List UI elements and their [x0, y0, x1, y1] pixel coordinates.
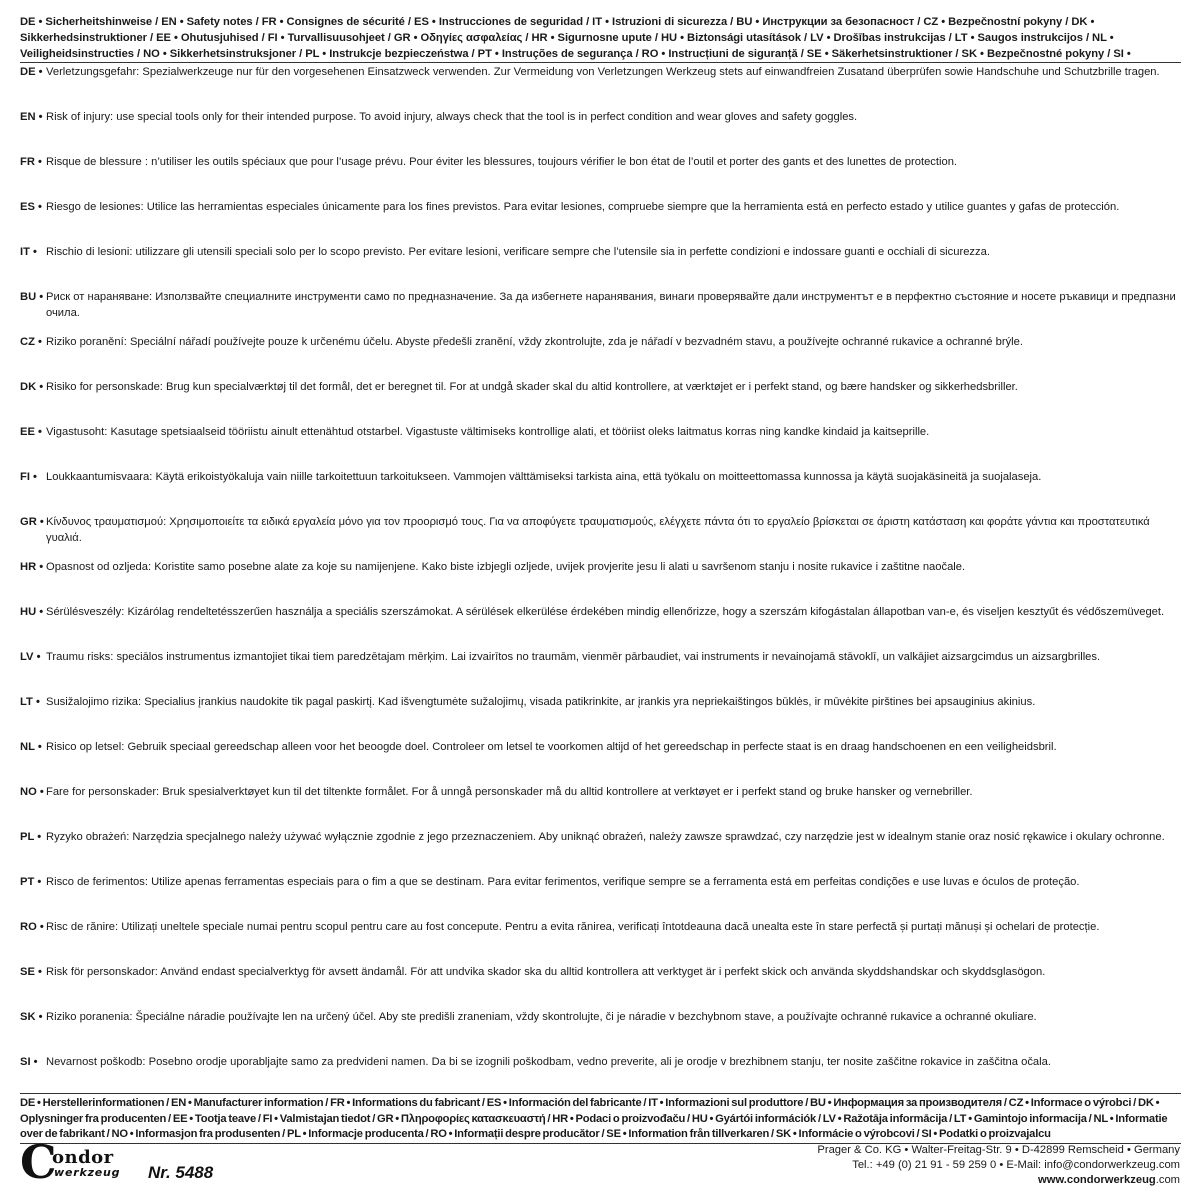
- manufacturer-info-title: DE • Herstellerinformationen / EN • Manufacturer information / FR • Informations du fabricant / ES • Información del fabricante / IT • Informazioni sul produttore / BU • Информация за производителя / CZ • Informace o výrobci / DK • Oplysninger fra producenten / EE • Tootja teave / FI • Valmistajan tiedot / GR • Πληροφορίες κατασκευαστή / HR • Podaci o proizvođaču / HU • Gyártói információk / LV • Ražotāja informācija / LT • Gamintojo informacija / NL • Informatie over de fabrikant / NO • Informasjon fra produsenten / PL • Informacje producenta / RO • Informații despre producător / SE • Information från tillverkaren / SK • Informácie o výrobcovi / SI • Podatki o proizvajalcu: [20, 1097, 1168, 1140]
- language-code: NL •: [20, 741, 42, 753]
- footer-divider: [20, 1093, 1181, 1094]
- safety-note-text: Loukkaantumisvaara: Käytä erikoistyökaluja vain niille tarkoitettuun tarkoitukseen. Vammojen välttämiseksi tarkista aina, että työkalu on moitteettomassa kunnossa ja käytä suojakäsineitä ja suojalaseja.: [46, 471, 1042, 483]
- safety-note-text: Risque de blessure : n’utiliser les outils spéciaux que pour l’usage prévu. Pour éviter les blessures, toujours vérifier le bon état de l’outil et porter des gants et des lunettes de protection.: [46, 156, 958, 168]
- safety-note-row: [20, 109, 1181, 125]
- language-code: EE •: [20, 426, 42, 438]
- safety-note-row: [20, 604, 1181, 620]
- manufacturer-website[interactable]: [817, 1173, 1180, 1188]
- language-code: GR •: [20, 516, 44, 528]
- safety-note-row: [20, 919, 1181, 935]
- safety-note-text: Opasnost od ozljeda: Koristite samo posebne alate za koje su namijenjene. Kako biste izbjegli ozljede, uvijek provjerite jesu li alati u savršenom stanju i nosite rukavice i zaštitne naočale.: [46, 561, 966, 573]
- safety-note-row: [20, 244, 1181, 260]
- manufacturer-address: Prager & Co. KG • Walter-Freitag-Str. 9 • D-42899 Remscheid • Germany: [817, 1144, 1180, 1156]
- language-code: FI •: [20, 471, 37, 483]
- safety-note-row: [20, 514, 1181, 546]
- manufacturer-section: [20, 1093, 1181, 1144]
- manufacturer-phone-email: Tel.: +49 (0) 21 91 - 59 259 0 • E-Mail: info@condorwerkzeug.com: [852, 1159, 1180, 1171]
- language-code: PT •: [20, 876, 42, 888]
- safety-note-text: Vigastusoht: Kasutage spetsiaalseid tööriistu ainult ettenähtud otstarbel. Vigastuste vältimiseks kontrollige alati, et tööriist oleks laitmatus korras ning kandke kindaid ja kaitseprille.: [46, 426, 930, 438]
- language-code: PL •: [20, 831, 42, 843]
- safety-note-text: Risc de rănire: Utilizați uneltele speciale numai pentru scopul pentru care au fost concepute. Pentru a evita rănirea, verificați întotdeauna dacă unealta este în stare perfectă și purtați mănuși și ochelari de protecție.: [46, 921, 1100, 933]
- header-divider: [20, 62, 1181, 63]
- safety-note-row: [20, 289, 1181, 321]
- logo-letter: C: [20, 1135, 57, 1189]
- safety-note-text: Rischio di lesioni: utilizzare gli utensili speciali solo per lo scopo previsto. Per evitare lesioni, verificare sempre che l’utensile sia in perfette condizioni e indossare guanti e occhiali di sicurezza.: [46, 246, 990, 258]
- safety-note-text: Fare for personskader: Bruk spesialverktøyet kun til det tiltenkte formålet. For å unngå personskader må du alltid kontrollere at verktøyet er i perfekt stand og bruke hansker og vernebriller.: [46, 786, 973, 798]
- language-code: CZ •: [20, 336, 42, 348]
- language-code: SI •: [20, 1056, 38, 1068]
- safety-note-text: Риск от нараняване: Използвайте специалните инструменти само по предназначение. За да избегнете наранявания, винаги проверявайте дали инструментът е в перфектно състояние и носете ръкавици и предпазни очила.: [46, 291, 1176, 319]
- website-tld: .com: [1155, 1174, 1180, 1186]
- safety-note-row: [20, 964, 1181, 980]
- language-code: FR •: [20, 156, 42, 168]
- language-code: BU •: [20, 291, 44, 303]
- safety-note-row: [20, 694, 1181, 710]
- safety-note-row: [20, 199, 1181, 215]
- language-code: NO •: [20, 786, 44, 798]
- language-code: LT •: [20, 696, 40, 708]
- language-code: IT •: [20, 246, 37, 258]
- language-code: SE •: [20, 966, 42, 978]
- safety-note-row: [20, 64, 1181, 80]
- safety-note-row: [20, 559, 1181, 575]
- language-code: LV •: [20, 651, 41, 663]
- language-code: EN •: [20, 111, 43, 123]
- safety-note-text: Risiko for personskade: Brug kun specialværktøj til det formål, det er beregnet til. For at undgå skader skal du altid kontrollere, at værktøjet er i perfekt stand, og bære handsker og sikkerhedsbriller.: [46, 381, 1018, 393]
- safety-note-text: Risco de ferimentos: Utilize apenas ferramentas especiais para o fim a que se destinam. Para evitar ferimentos, verifique sempre se a ferramenta está em perfeitas condições e use luvas e óculos de proteção.: [46, 876, 1080, 888]
- safety-note-text: Risico op letsel: Gebruik speciaal gereedschap alleen voor het beoogde doel. Controleer om letsel te voorkomen altijd of het gereedschap in perfecte staat is en draag handschoenen en een veiligheidsbril.: [46, 741, 1057, 753]
- document-header: [20, 14, 1181, 63]
- language-code: DK •: [20, 381, 44, 393]
- safety-note-text: Nevarnost poškodb: Posebno orodje uporabljajte samo za predvideni namen. Da bi se izognili poškodbam, vedno preverite, ali je orodje v brezhibnem stanju, ter nosite zaščitne rokavice in zaščitna očala.: [46, 1056, 1051, 1068]
- safety-note-row: [20, 739, 1181, 755]
- logo-wordmark: ondor: [52, 1147, 114, 1168]
- safety-note-text: Riziko poranění: Speciální nářadí používejte pouze k určenému účelu. Abyste předešli zranění, vždy zkontrolujte, zda je nářadí v bezvadném stavu, a používejte ochranné rukavice a ochranné brýle.: [46, 336, 1023, 348]
- safety-note-row: [20, 1054, 1181, 1070]
- product-number: Nr. 5488: [148, 1163, 214, 1182]
- safety-note-text: Κίνδυνος τραυματισμού: Χρησιμοποιείτε τα ειδικά εργαλεία μόνο για τον προορισμό τους. Για να αποφύγετε τραυματισμούς, ελέγχετε πάντα ότι το εργαλείο βρίσκεται σε άριστη κατάσταση και φοράτε γάντια και προστατευτικά γυαλιά.: [46, 516, 1150, 544]
- language-code: HU •: [20, 606, 44, 618]
- safety-note-text: Riziko poranenia: Špeciálne náradie používajte len na určený účel. Aby ste predišli zraneniam, vždy skontrolujte, či je náradie v bezchybnom stave, a používajte ochranné rukavice a ochranné okuliare.: [46, 1011, 1037, 1023]
- safety-note-text: Riesgo de lesiones: Utilice las herramientas especiales únicamente para los fines previstos. Para evitar lesiones, compruebe siempre que la herramienta está en perfecto estado y utilice guantes y gafas de protección.: [46, 201, 1120, 213]
- safety-note-row: [20, 379, 1181, 395]
- safety-note-row: [20, 874, 1181, 890]
- safety-note-text: Susižalojimo rizika: Specialius įrankius naudokite tik pagal paskirtį. Kad išvengtumėte sužalojimų, visada patikrinkite, ar įrankis yra nepriekaištingos būklės, ir mūvėkite pirštines bei apsauginius akinius.: [46, 696, 1036, 708]
- safety-notes-title: DE • Sicherheitshinweise / EN • Safety notes / FR • Consignes de sécurité / ES • Instrucciones de seguridad / IT • Istruzioni di sicurezza / BU • Инструкции за безопасност / CZ • Bezpečnostní pokyny / DK • Sikkerhedsinstruktioner / EE • Ohutusjuhised / FI • Turvallisuusohjeet / GR • Οδηγίες ασφαλείας / HR • Sigurnosne upute / HU • Biztonsági utasítások / LV • Drošības instrukcijas / LT • Saugos instrukcijos / NL • Veiligheidsinstructies / NO • Sikkerhetsinstruksjoner / PL • Instrukcje bezpieczeństwa / PT • Instruções de segurança / RO • Instrucțiuni de siguranță / SE • Säkerhetsinstruktioner / SK • Bezpečnostné pokyny / SI •: [20, 16, 1131, 60]
- safety-note-row: [20, 424, 1181, 440]
- safety-note-row: [20, 649, 1181, 665]
- manufacturer-contact: [817, 1143, 1180, 1188]
- safety-note-text: Ryzyko obrażeń: Narzędzia specjalnego należy używać wyłącznie zgodnie z jego przeznaczeniem. Aby uniknąć obrażeń, należy zawsze sprawdzać, czy narzędzie jest w idealnym stanie oraz nosić rękawice i okulary ochronne.: [46, 831, 1165, 843]
- language-code: SK •: [20, 1011, 43, 1023]
- condor-logo: [20, 1135, 140, 1189]
- safety-note-row: [20, 784, 1181, 800]
- safety-note-row: [20, 334, 1181, 350]
- safety-note-text: Verletzungsgefahr: Spezialwerkzeuge nur für den vorgesehenen Einsatzweck verwenden. Zur Vermeidung von Verletzungen Werkzeug stets auf einwandfreien Zusatand überprüfen sowie Handschuhe und Schutzbrille tragen.: [46, 66, 1160, 78]
- language-code: ES •: [20, 201, 42, 213]
- safety-note-text: Risk för personskador: Använd endast specialverktyg för avsett ändamål. För att undvika skador ska du alltid kontrollera att verktyget är i perfekt skick och använda skyddshandskar och skyddsglasögon.: [46, 966, 1046, 978]
- language-code: HR •: [20, 561, 44, 573]
- safety-note-row: [20, 154, 1181, 170]
- safety-note-row: [20, 469, 1181, 485]
- safety-note-text: Traumu risks: speciālos instrumentus izmantojiet tikai tiem paredzētajam mērķim. Lai izvairītos no traumām, vienmēr pārbaudiet, vai instruments ir nevainojamā stāvoklī, un valkājiet aizsargcimdus un aizsargbrilles.: [46, 651, 1101, 663]
- logo-subtitle: werkzeug: [54, 1166, 121, 1179]
- safety-note-row: [20, 829, 1181, 845]
- safety-note-text: Risk of injury: use special tools only for their intended purpose. To avoid injury, always check that the tool is in perfect condition and wear gloves and safety goggles.: [46, 111, 858, 123]
- safety-note-text: Sérülésveszély: Kizárólag rendeltetésszerűen használja a speciális szerszámokat. A sérülések elkerülése érdekében mindig ellenőrizze, hogy a szerszám kifogástalan állapotban van-e, és viseljen kesztyűt és védőszemüveget.: [46, 606, 1165, 618]
- website-domain: www.condorwerkzeug: [1038, 1174, 1156, 1186]
- safety-note-row: [20, 1009, 1181, 1025]
- language-code: DE •: [20, 66, 43, 78]
- language-code: RO •: [20, 921, 44, 933]
